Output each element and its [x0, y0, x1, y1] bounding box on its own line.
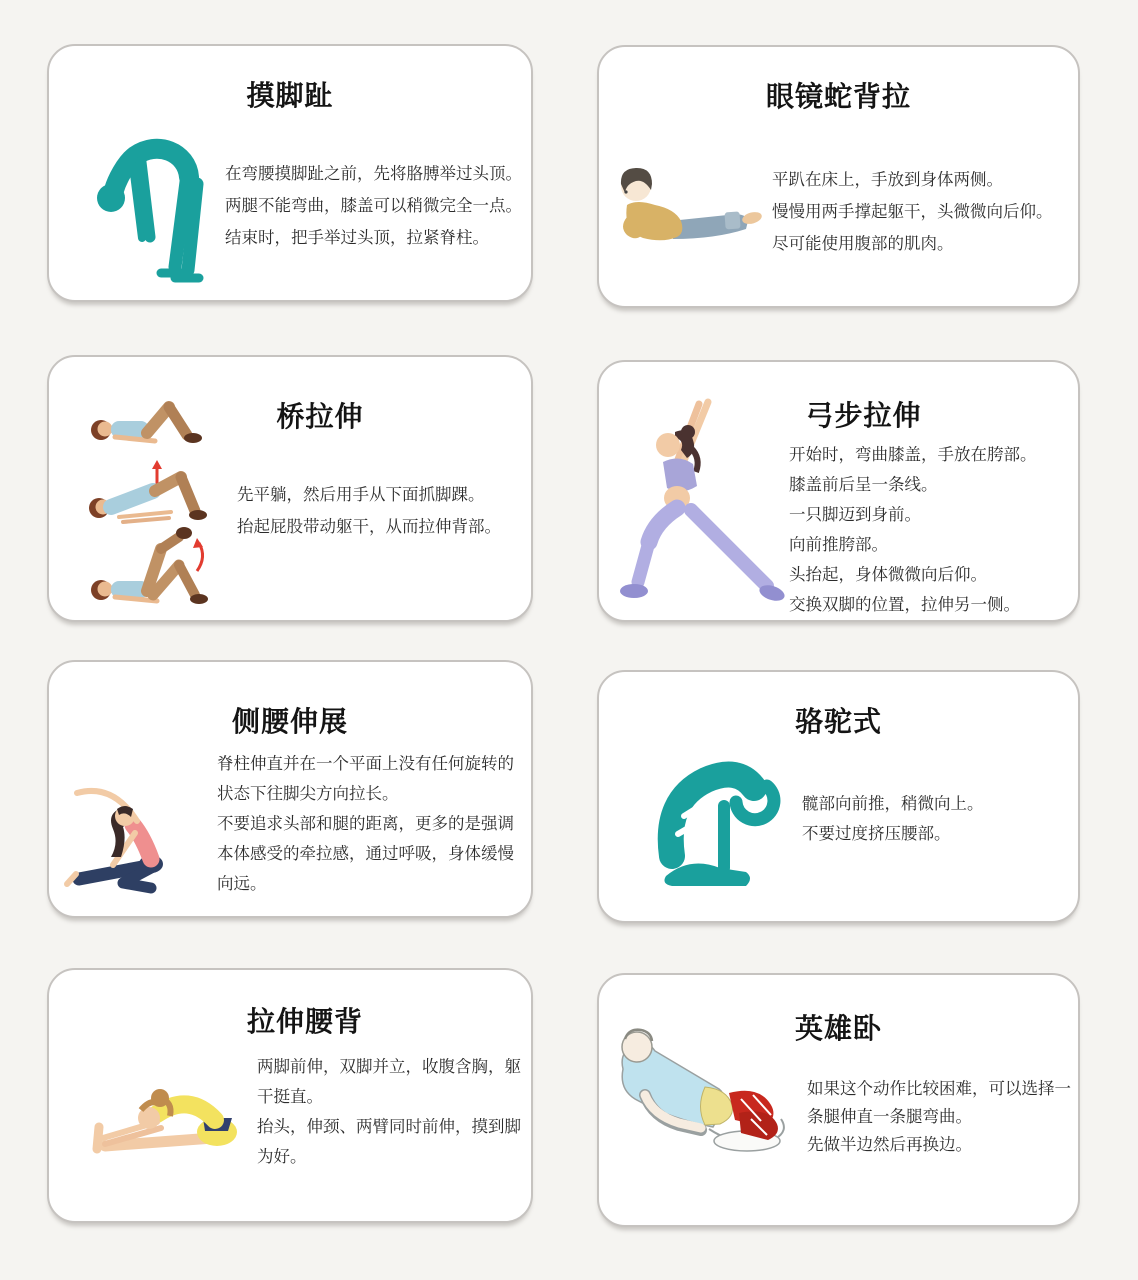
toe-touch-figure-icon [89, 132, 224, 287]
text-line: 交换双脚的位置，拉伸另一侧。 [789, 596, 1020, 614]
card-description [802, 789, 984, 849]
forward-fold-woman-illustration [65, 1058, 255, 1163]
camel-pose-figure-icon [654, 744, 794, 894]
card-title: 摸脚趾 [246, 80, 334, 111]
text-line: 先平躺，然后用手从下面抓脚踝。 [237, 486, 485, 504]
text-line: 条腿伸直一条腿弯曲。 [807, 1108, 972, 1126]
text-line: 向前推胯部。 [789, 536, 888, 554]
card-title: 弓步拉伸 [805, 400, 922, 431]
text-line: 不要追求头部和腿的距离，更多的是强调 [217, 815, 514, 833]
text-line: 头抬起，身体微微向后仰。 [789, 566, 987, 584]
bridge-steps-illustration [85, 385, 240, 620]
card-description [257, 1052, 521, 1172]
exercise-card-lower-back [47, 968, 533, 1223]
card-description [772, 164, 1053, 260]
card-title: 英雄卧 [794, 1013, 882, 1044]
card-description [225, 158, 522, 254]
text-line: 在弯腰摸脚趾之前，先将胳膊举过头顶。 [225, 165, 522, 183]
card-description [789, 440, 1037, 620]
cobra-boy-illustration [615, 159, 775, 254]
hero-recline-man-illustration [601, 1017, 796, 1167]
card-description [237, 479, 501, 543]
text-line: 结束时，把手举过头顶，拉紧脊柱。 [225, 229, 489, 247]
card-title: 骆驼式 [794, 706, 882, 737]
exercise-card-hero-recline [597, 973, 1080, 1227]
card-title: 拉伸腰背 [246, 1006, 363, 1037]
card-title: 眼镜蛇背拉 [765, 81, 911, 112]
text-line: 慢慢用两手撑起躯干，头微微向后仰。 [772, 203, 1053, 221]
text-line: 向远。 [217, 875, 267, 893]
card-title: 侧腰伸展 [231, 706, 348, 737]
card-description [217, 749, 514, 899]
text-line: 一只脚迈到身前。 [789, 506, 921, 524]
text-line: 抬起屁股带动躯干，从而拉伸背部。 [237, 518, 501, 536]
text-line: 两腿不能弯曲，膝盖可以稍微完全一点。 [225, 197, 522, 215]
text-line: 如果这个动作比较困难，可以选择一 [807, 1080, 1071, 1098]
exercise-card-camel [597, 670, 1080, 923]
text-line: 先做半边然后再换边。 [807, 1136, 972, 1154]
card-description [807, 1075, 1071, 1159]
text-line: 开始时，弯曲膝盖，手放在胯部。 [789, 446, 1037, 464]
text-line: 本体感受的牵拉感，通过呼吸，身体缓慢 [217, 845, 514, 863]
exercise-card-side-stretch [47, 660, 533, 918]
exercise-card-bridge [47, 355, 533, 622]
text-line: 膝盖前后呈一条线。 [789, 476, 938, 494]
text-line: 两脚前伸，双脚并立，收腹含胸，躯 [257, 1058, 521, 1076]
exercise-card-touch-toes [47, 44, 533, 302]
text-line: 状态下往脚尖方向拉长。 [217, 785, 399, 803]
exercise-card-cobra [597, 45, 1080, 308]
text-line: 为好。 [257, 1148, 307, 1166]
exercise-card-lunge [597, 360, 1080, 622]
text-line: 干挺直。 [257, 1088, 323, 1106]
text-line: 脊柱伸直并在一个平面上没有任何旋转的 [217, 755, 514, 773]
text-line: 抬头，伸颈、两臂同时前伸，摸到脚 [257, 1118, 521, 1136]
text-line: 不要过度挤压腰部。 [802, 825, 951, 843]
text-line: 平趴在床上，手放到身体两侧。 [772, 171, 1003, 189]
text-line: 髋部向前推，稍微向上。 [802, 795, 984, 813]
lunge-woman-illustration [611, 390, 791, 605]
text-line: 尽可能使用腹部的肌肉。 [772, 235, 954, 253]
card-title: 桥拉伸 [276, 401, 364, 432]
side-bend-woman-illustration [61, 767, 221, 897]
